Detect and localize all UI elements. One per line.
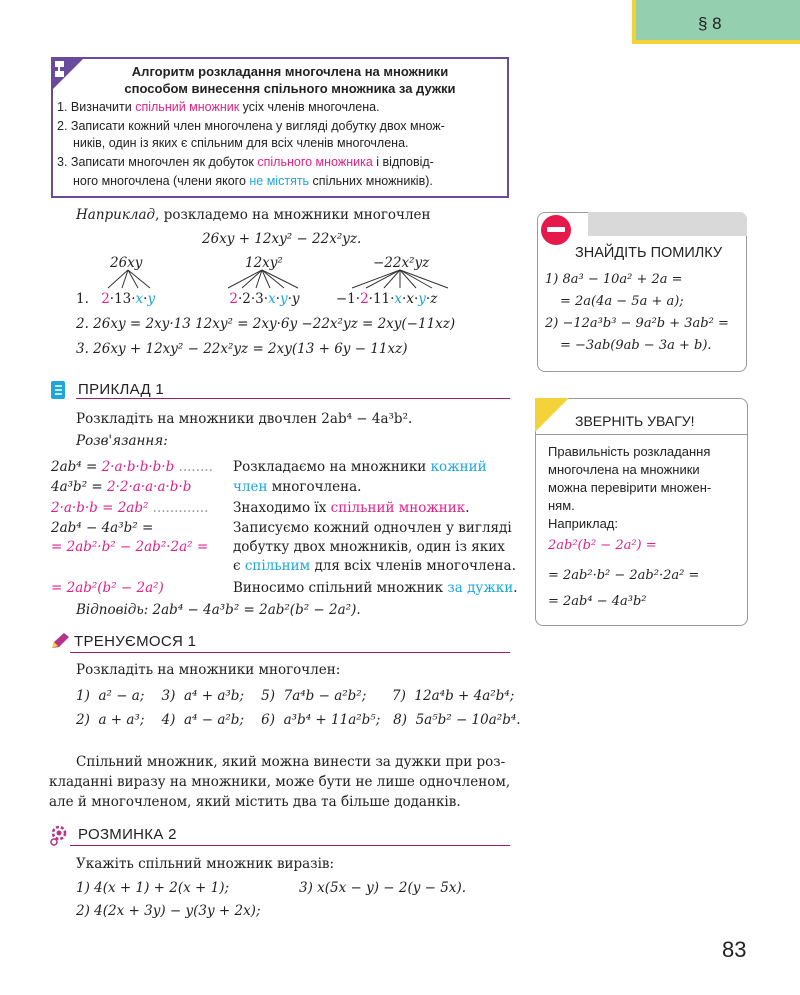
solution-row-3-left: 2·a·b·b = 2ab² ............. — [51, 500, 209, 516]
solution-row-5-left: = 2ab²·b² − 2ab²·2a² = — [51, 539, 209, 555]
solution-row-5-right: добутку двох множників, один із яких — [233, 539, 505, 555]
section-tab — [632, 0, 800, 44]
attention-divider — [535, 434, 748, 435]
algorithm-title-2: способом винесення спільного множника за дужки — [124, 81, 456, 96]
example1-heading: ПРИКЛАД 1 — [78, 381, 165, 398]
algorithm-title-1: Алгоритм розкладання многочлена на множники — [131, 64, 449, 79]
solution-row-3-right: Знаходимо їх спільний множник. — [233, 500, 470, 516]
attention-line-3: можна перевірити множен- — [548, 480, 712, 495]
arrow-icon — [535, 398, 569, 432]
find-error-line-3: 2) −12a³b³ − 9a²b + 3ab² = — [545, 316, 729, 331]
find-error-title: ЗНАЙДІТЬ ПОМИЛКУ — [575, 245, 723, 261]
practice1-task: Розкладіть на множники многочлен: — [76, 662, 341, 678]
example-row-1: 1. 2·13·x·y 2·2·3·x·y·y −1·2·11·x·x·y·z — [76, 291, 438, 307]
term-3: −22x²yz — [373, 255, 430, 271]
solution-row-4-left: 2ab⁴ − 4a³b² = — [51, 520, 154, 536]
practice1-row-2: 2) a + a³; 4) a⁴ − a²b; 6) a³b⁴ + 11a²b⁵; 8) 5a⁵b² − 10a²b⁴. — [76, 712, 521, 728]
term-2: 12xy² — [245, 255, 283, 271]
warmup2-item-1: 1) 4(x + 1) + 2(x + 1); — [76, 880, 230, 896]
section-number: § 8 — [698, 14, 722, 33]
attention-line-7: = 2ab²·b² − 2ab²·2a² = — [548, 568, 700, 583]
solution-row-6-right: є спільним для всіх членів многочлена. — [233, 558, 516, 574]
attention-line-5: Наприклад: — [548, 516, 618, 531]
algorithm-step-2a: 2. Записати кожний член многочлена у вигляді добутку двох множ- — [57, 119, 445, 133]
attention-line-1: Правильність розкладання — [548, 444, 711, 459]
find-error-line-1: 1) 8a³ − 10a² + 2a = — [545, 272, 683, 287]
factor-arrows — [90, 268, 470, 292]
algorithm-step-1: 1. Визначити спільний множник усіх членів многочлена. — [57, 100, 380, 114]
attention-line-6: 2ab²(b² − 2a²) = — [548, 538, 657, 553]
attention-line-4: ням. — [548, 498, 575, 513]
example-row-3: 3. 26xy + 12xy² − 22x²yz = 2xy(13 + 6y − 11xz) — [76, 341, 408, 357]
find-error-line-2: = 2a(4a − 5a + a); — [560, 294, 684, 309]
algorithm-step-3a: 3. Записати многочлен як добуток спільного множника і відповід- — [57, 155, 434, 169]
example1-solution-label: Розв'язання: — [76, 433, 168, 449]
page-number: 83 — [722, 937, 747, 962]
warmup2-item-3: 3) x(5x − y) − 2(y − 5x). — [299, 880, 467, 896]
pencil-icon — [50, 632, 70, 650]
algorithm-step-3b: ного многочлена (члени якого не містять спільних множників). — [73, 174, 433, 188]
gear-icon — [49, 824, 69, 846]
warmup2-underline — [70, 845, 510, 846]
example1-task: Розкладіть на множники двочлен 2ab⁴ − 4a³b². — [76, 411, 413, 427]
note-line-2: кладанні виразу на множники, може бути не лише одночленом, — [49, 774, 511, 790]
note-line-1: Спільний множник, який можна винести за дужки при роз- — [76, 754, 506, 770]
attention-line-2: многочлена на множники — [548, 462, 700, 477]
attention-title: ЗВЕРНІТЬ УВАГУ! — [575, 413, 695, 429]
solution-row-2-left: 4a³b² = 2·2·a·a·a·b·b — [51, 479, 192, 495]
warmup2-heading: РОЗМИНКА 2 — [78, 826, 177, 843]
example1-answer: Відповідь: 2ab⁴ − 4a³b² = 2ab²(b² − 2a²). — [76, 602, 361, 618]
example-polynomial: 26xy + 12xy² − 22x²yz. — [202, 231, 362, 247]
find-error-header — [588, 212, 747, 236]
example1-underline — [76, 398, 510, 399]
solution-row-4-right: Записуємо кожний одночлен у вигляді — [233, 520, 512, 536]
solution-row-1-left: 2ab⁴ = 2·a·b·b·b·b ........ — [51, 459, 213, 475]
book-icon — [50, 380, 68, 400]
flowchart-icon — [53, 59, 75, 81]
example-row-2: 2. 26xy = 2xy·13 12xy² = 2xy·6y −22x²yz = 2xy(−11xz) — [76, 316, 456, 332]
warmup2-task: Укажіть спільний множник виразів: — [76, 856, 335, 872]
practice1-heading: ТРЕНУЄМОСЯ 1 — [74, 633, 197, 650]
example-intro: Наприклад, розкладемо на множники многочлен — [76, 207, 431, 223]
stop-icon — [541, 215, 571, 245]
solution-row-1-right: Розкладаємо на множники кожний — [233, 459, 487, 475]
algorithm-step-2b: ників, один із яких є спільним для всіх членів многочлена. — [73, 136, 409, 150]
practice1-underline — [70, 652, 510, 653]
find-error-line-4: = −3ab(9ab − 3a + b). — [560, 338, 712, 353]
term-1: 26xy — [110, 255, 143, 271]
practice1-row-1: 1) a² − a; 3) a⁴ + a³b; 5) 7a⁴b − a²b²; 7) 12a⁴b + 4a²b⁴; — [76, 688, 515, 704]
solution-row-7-right: Виносимо спільний множник за дужки. — [233, 580, 518, 596]
note-line-3: але й многочленом, який містить два та більше доданків. — [49, 794, 461, 810]
warmup2-item-2: 2) 4(2x + 3y) − y(3y + 2x); — [76, 903, 261, 919]
attention-line-8: = 2ab⁴ − 4a³b² — [548, 594, 647, 609]
solution-row-7-left: = 2ab²(b² − 2a²) — [51, 580, 164, 596]
solution-row-1b-right: член многочлена. — [233, 479, 362, 495]
